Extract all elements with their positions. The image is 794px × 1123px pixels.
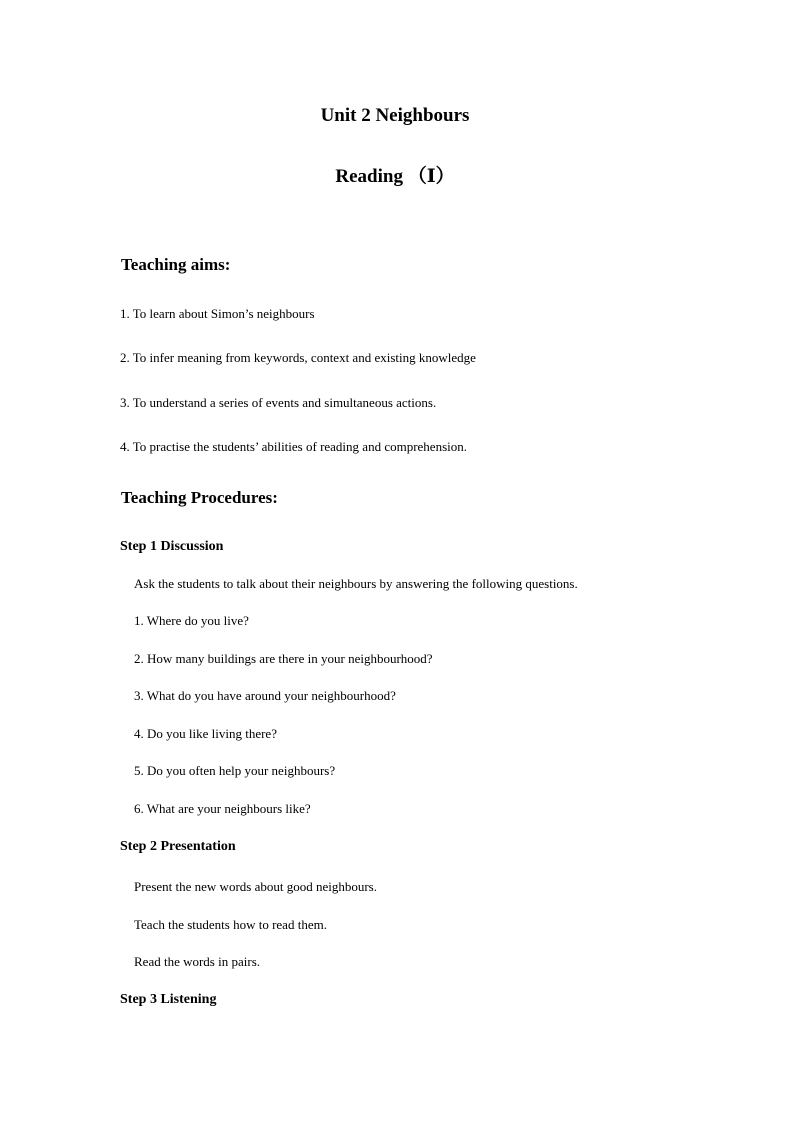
step-1-question-4: 4. Do you like living there? [134,726,277,741]
teaching-aims-heading: Teaching aims: [121,255,231,274]
page-title: Unit 2 Neighbours [320,105,470,126]
step-2-line-3: Read the words in pairs. [134,954,261,969]
step-2-line-2: Teach the students how to read them. [134,917,327,932]
step-1-question-3: 3. What do you have around your neighbourhood? [134,688,396,703]
step-2-title: Step 2 Presentation [120,839,236,854]
step-3-title: Step 3 Listening [120,992,217,1007]
aim-item-3: 3. To understand a series of events and simultaneous actions. [120,395,437,410]
aim-item-4: 4. To practise the students’ abilities of reading and comprehension. [120,439,467,454]
step-1-intro: Ask the students to talk about their neighbours by answering the following questions. [134,576,578,591]
aim-item-2: 2. To infer meaning from keywords, context and existing knowledge [120,350,476,365]
aim-item-1: 1. To learn about Simon’s neighbours [120,306,315,321]
teaching-procedures-heading: Teaching Procedures: [121,488,278,507]
step-1-question-6: 6. What are your neighbours like? [134,801,311,816]
step-1-title: Step 1 Discussion [120,539,224,554]
page-subtitle: Reading （Ⅰ） [335,166,455,187]
step-2-line-1: Present the new words about good neighbours. [134,879,377,894]
step-1-question-2: 2. How many buildings are there in your neighbourhood? [134,651,433,666]
step-1-question-5: 5. Do you often help your neighbours? [134,763,336,778]
step-1-question-1: 1. Where do you live? [134,613,249,628]
